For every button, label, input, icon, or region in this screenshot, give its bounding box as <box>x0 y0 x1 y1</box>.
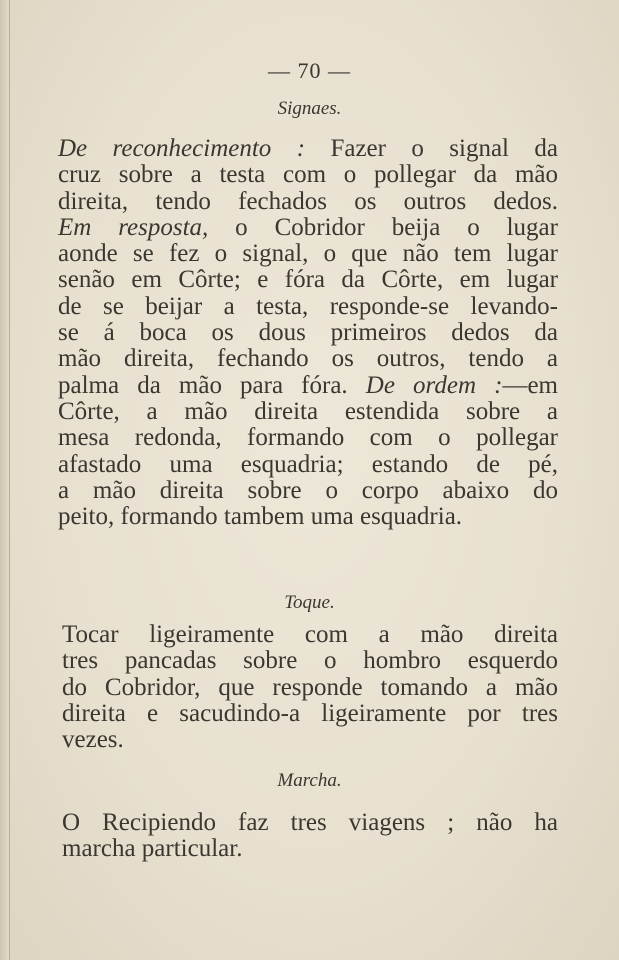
text-line: do Cobridor, que responde tomando a mão <box>62 673 558 701</box>
text-line: marcha particular. <box>62 835 243 863</box>
text-line: se á boca os dous primeiros dedos da <box>58 319 558 347</box>
text-line: palma da mão para fóra. De ordem :—em <box>58 371 558 399</box>
text-line: senão em Côrte; e fóra da Côrte, em lugar <box>58 266 558 294</box>
text-line: direita, tendo fechados os outros dedos. <box>58 187 558 215</box>
text-line: mão direita, fechando os outros, tendo a <box>58 345 558 373</box>
text-line: tres pancadas sobre o hombro esquerdo <box>62 647 558 675</box>
page-number: — 70 — <box>268 58 351 83</box>
page-binding-edge <box>0 0 10 960</box>
text-line: mesa redonda, formando com o pollegar <box>58 424 558 452</box>
text-line: afastado uma esquadria; estando de pé, <box>58 450 558 478</box>
text-line: de se beijar a testa, responde-se levando- <box>58 292 558 320</box>
paragraph-marcha <box>62 810 558 863</box>
section-heading-marcha: Marcha. <box>277 770 342 791</box>
text-line: Côrte, a mão direita estendida sobre a <box>58 397 558 425</box>
text-line: a mão direita sobre o corpo abaixo do <box>58 476 558 504</box>
text-line: peito, formando tambem uma esquadria. <box>58 503 463 531</box>
italic-term: Em resposta, <box>58 213 209 241</box>
text-line: Tocar ligeiramente com a mão direita <box>62 621 558 648</box>
section-heading-signaes: Signaes. <box>277 98 342 119</box>
text-line: cruz sobre a testa com o pollegar da mão <box>58 161 558 189</box>
paragraph-signaes <box>58 136 558 530</box>
paragraph-toque <box>62 622 558 753</box>
text-line: Em resposta, o Cobridor beija o lugar <box>58 213 558 241</box>
text-line: O Recipiendo faz tres viagens ; não ha <box>62 809 558 836</box>
text-line: direita e sacudindo-a ligeiramente por tres <box>62 699 558 727</box>
text-line: vezes. <box>62 726 124 754</box>
section-heading-toque: Toque. <box>284 592 335 613</box>
text-line: De reconhecimento : Fazer o signal da <box>58 135 558 162</box>
italic-term: De ordem : <box>365 371 503 399</box>
italic-term: De reconhecimento : <box>58 135 306 162</box>
text-line: aonde se fez o signal, o que não tem lugar <box>58 240 558 268</box>
